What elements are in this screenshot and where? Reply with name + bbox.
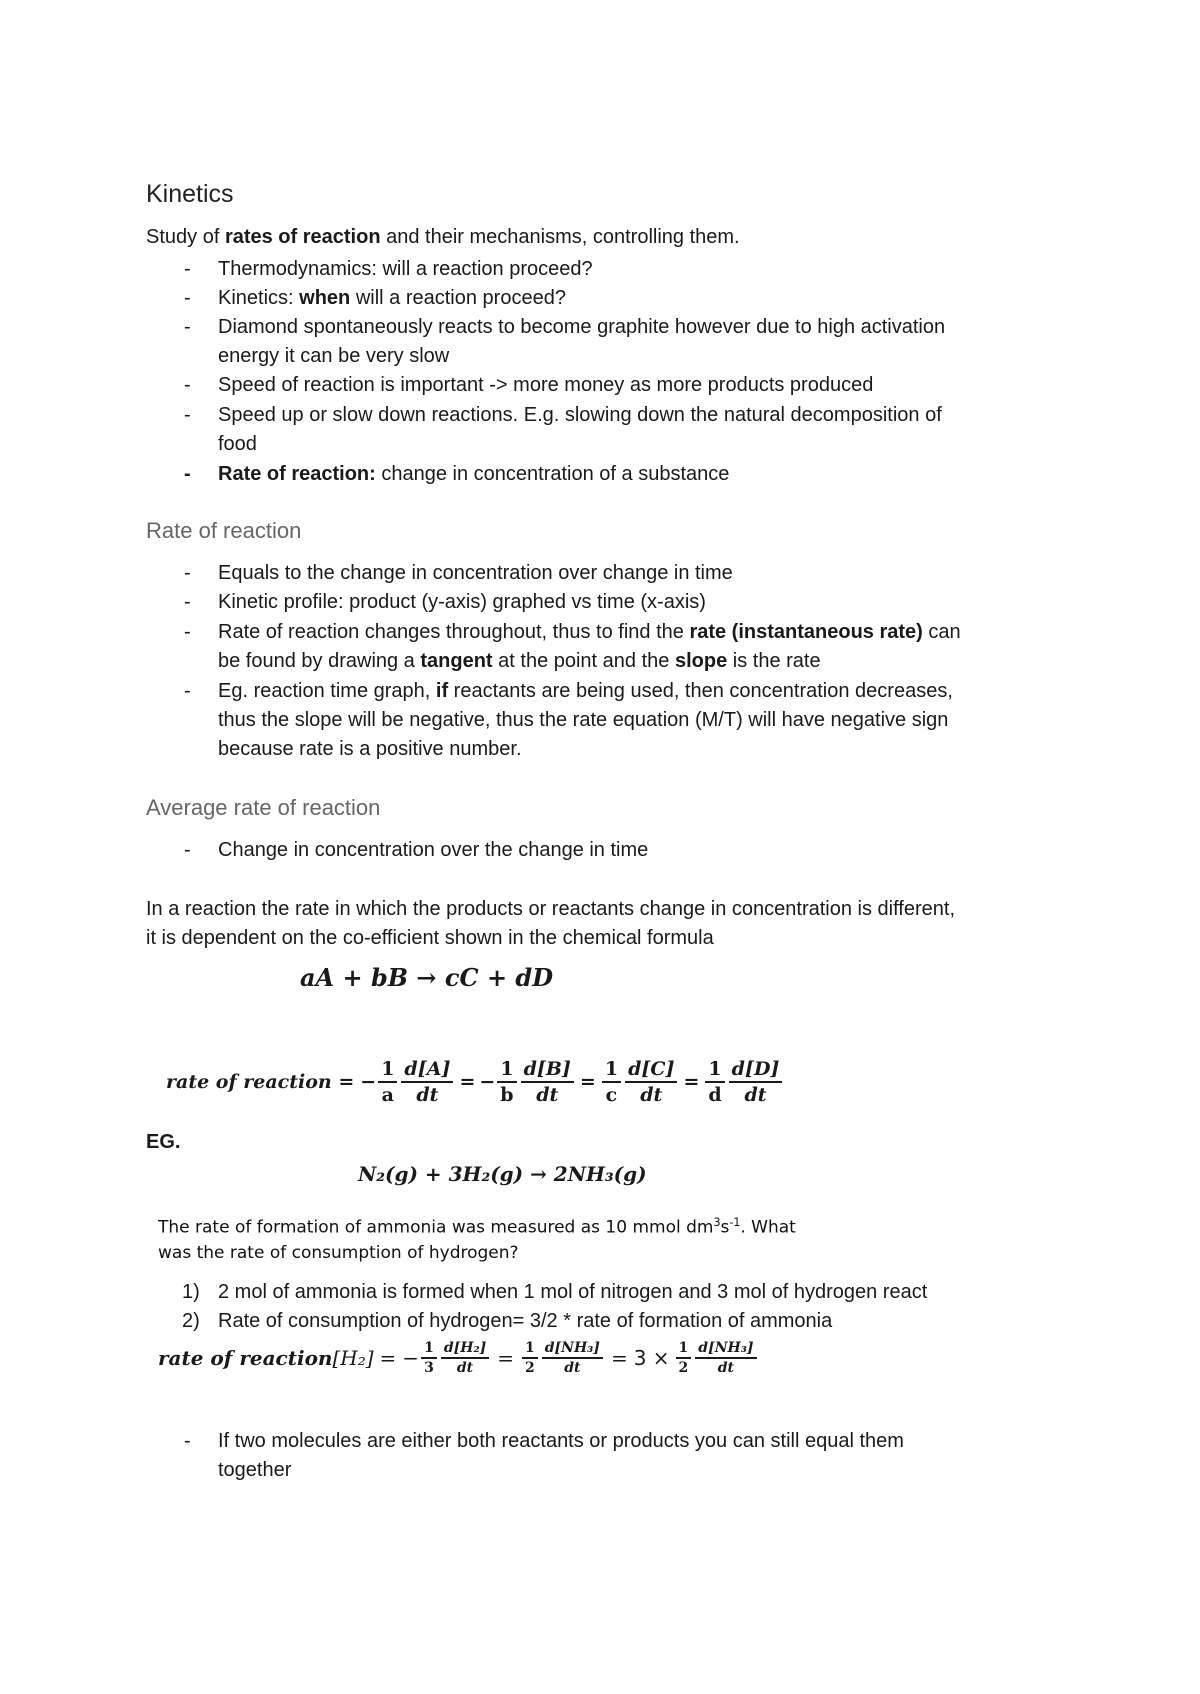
numerator: 1 <box>705 1058 724 1083</box>
list-dash: - <box>184 621 191 643</box>
fraction <box>522 1340 538 1376</box>
page-title: Kinetics <box>146 180 234 208</box>
equation-bracket: [H₂] <box>332 1346 374 1370</box>
list-item-line: because rate is a positive number. <box>218 738 522 760</box>
minus-sign: − <box>402 1346 420 1370</box>
numerator: d[A] <box>401 1058 453 1083</box>
text-span: is the rate <box>727 650 821 672</box>
numerator: d[NH₃] <box>695 1340 756 1359</box>
fraction <box>729 1058 783 1106</box>
step-number: 2) <box>182 1310 200 1332</box>
list-item <box>218 284 1058 313</box>
list-item-line: Speed up or slow down reactions. E.g. slowing down the natural decomposition of <box>218 404 942 426</box>
list-dash: - <box>184 316 191 338</box>
example-label: EG. <box>146 1131 181 1153</box>
list-item-pre: Kinetics: <box>218 287 300 309</box>
denominator: c <box>605 1084 618 1106</box>
bold-span: slope <box>674 650 728 672</box>
list-item-line <box>218 618 1058 647</box>
minus-sign: − <box>360 1071 377 1093</box>
list-item-line: together <box>218 1459 292 1481</box>
fraction <box>602 1058 621 1106</box>
list-dash: - <box>184 1430 191 1452</box>
fraction <box>705 1058 724 1106</box>
list-item-line: thus the slope will be negative, thus the rate equation (M/T) will have negative sign <box>218 709 949 731</box>
text-span: at the point and the <box>492 650 675 672</box>
equals-sign: = <box>683 1071 700 1093</box>
numerator: 1 <box>602 1058 621 1083</box>
intro-suffix: and their mechanisms, controlling them. <box>380 226 740 248</box>
list-dash: - <box>184 680 191 702</box>
numerator: 1 <box>378 1058 397 1083</box>
denominator: a <box>381 1084 394 1106</box>
denominator: 2 <box>524 1360 535 1376</box>
list-dash: - <box>184 562 191 584</box>
list-dash: - <box>184 258 191 280</box>
text-span: s <box>720 1217 730 1238</box>
question-line <box>158 1210 796 1241</box>
equals-sign: = <box>459 1071 476 1093</box>
rate-equation-label: rate of reaction = <box>166 1071 355 1093</box>
list-item <box>218 460 1058 489</box>
denominator: dt <box>536 1084 559 1106</box>
paragraph-line: it is dependent on the co-efficient shown in the chemical formula <box>146 927 714 949</box>
fraction <box>695 1340 756 1376</box>
list-dash: - <box>184 463 191 485</box>
equation-label: rate of reaction <box>158 1346 333 1370</box>
denominator: dt <box>717 1360 735 1376</box>
minus-sign: − <box>479 1071 496 1093</box>
fraction <box>497 1058 516 1106</box>
text-span: The rate of formation of ammonia was measured as 10 mmol dm <box>158 1217 714 1238</box>
list-item: Speed of reaction is important -> more money as more products produced <box>218 374 874 396</box>
list-dash: - <box>184 404 191 426</box>
fraction <box>676 1340 692 1376</box>
numerator: d[H₂] <box>441 1340 489 1359</box>
denominator: 3 <box>424 1360 434 1376</box>
paragraph-line: In a reaction the rate in which the products or reactants change in concentration is different, <box>146 898 955 920</box>
superscript: -1 <box>729 1216 741 1229</box>
list-item-line: energy it can be very slow <box>218 345 450 367</box>
text-span: can <box>922 621 961 643</box>
ammonia-equation: N₂(g) + 3H₂(g) → 2NH₃(g) <box>358 1162 647 1186</box>
bold-span: tangent <box>420 650 493 672</box>
denominator: dt <box>640 1084 663 1106</box>
list-item: Equals to the change in concentration over change in time <box>218 562 733 584</box>
text-span: . What <box>740 1217 796 1238</box>
fraction <box>441 1340 489 1376</box>
fraction <box>542 1340 603 1376</box>
equals-sign: = <box>579 1071 596 1093</box>
list-item-post: change in concentration of a substance <box>375 463 730 485</box>
bold-span: rate (instantaneous rate) <box>689 621 923 643</box>
text-span: reactants are being used, then concentration decreases, <box>448 680 953 702</box>
step-number: 1) <box>182 1281 200 1303</box>
fraction <box>401 1058 453 1106</box>
section-heading-rate: Rate of reaction <box>146 518 302 543</box>
numerator: 1 <box>676 1340 692 1359</box>
list-item <box>218 618 1058 676</box>
list-item <box>218 401 1058 459</box>
list-item <box>218 1427 1058 1485</box>
list-item <box>218 677 1058 764</box>
general-equation: aA + bB → cC + dD <box>300 963 554 992</box>
hydrogen-rate-equation <box>158 1340 759 1376</box>
list-item-line: Diamond spontaneously reacts to become graphite however due to high activation <box>218 316 946 338</box>
text-span: Eg. reaction time graph, <box>218 680 436 702</box>
denominator: d <box>708 1084 722 1106</box>
denominator: dt <box>416 1084 439 1106</box>
list-dash: - <box>184 287 191 309</box>
intro-bold: rates of reaction <box>224 226 381 248</box>
list-item: Change in concentration over the change in time <box>218 839 649 861</box>
intro-line <box>146 223 740 252</box>
denominator: dt <box>744 1084 767 1106</box>
text-span: be found by drawing a <box>218 650 421 672</box>
equals-sign: = <box>497 1346 514 1370</box>
list-item-bold: Rate of reaction: <box>218 463 376 485</box>
bold-span: if <box>435 680 449 702</box>
denominator: 2 <box>678 1360 689 1376</box>
list-dash: - <box>184 374 191 396</box>
fraction <box>378 1058 397 1106</box>
ammonia-question <box>158 1210 796 1266</box>
list-item-line <box>218 647 1058 676</box>
fraction <box>625 1058 677 1106</box>
list-item: Thermodynamics: will a reaction proceed? <box>218 258 593 280</box>
section-heading-average-rate: Average rate of reaction <box>146 795 381 820</box>
numerator: 1 <box>522 1340 538 1359</box>
denominator: dt <box>456 1360 474 1376</box>
list-item-post: will a reaction proceed? <box>350 287 566 309</box>
step-text: 2 mol of ammonia is formed when 1 mol of nitrogen and 3 mol of hydrogen react <box>218 1281 928 1303</box>
list-item-bold: when <box>299 287 351 309</box>
denominator: b <box>500 1084 514 1106</box>
fraction <box>421 1340 437 1376</box>
intro-prefix: Study of <box>146 226 225 248</box>
question-line: was the rate of consumption of hydrogen? <box>158 1242 519 1263</box>
equals-sign: = <box>379 1346 397 1370</box>
numerator: d[D] <box>729 1058 783 1083</box>
superscript: 3 <box>713 1216 721 1229</box>
text-span: Rate of reaction changes throughout, thus to find the <box>218 621 690 643</box>
step-text: Rate of consumption of hydrogen= 3/2 * rate of formation of ammonia <box>218 1310 833 1332</box>
numerator: 1 <box>497 1058 516 1083</box>
equals-sign: = <box>610 1346 628 1370</box>
list-item <box>218 313 1058 371</box>
numerator: d[B] <box>521 1058 574 1083</box>
rate-equation <box>166 1058 784 1106</box>
numerator: d[C] <box>625 1058 677 1083</box>
numerator: 1 <box>421 1340 437 1359</box>
list-dash: - <box>184 839 191 861</box>
paragraph-coefficient <box>146 895 955 953</box>
numerator: d[NH₃] <box>542 1340 603 1359</box>
denominator: dt <box>564 1360 581 1376</box>
list-dash: - <box>184 591 191 613</box>
list-item-line <box>218 677 1058 706</box>
list-item-line: food <box>218 433 257 455</box>
list-item-line: If two molecules are either both reactants or products you can still equal them <box>218 1430 904 1452</box>
list-item: Kinetic profile: product (y-axis) graphed vs time (x-axis) <box>218 591 706 613</box>
times-coefficient: 3 × <box>633 1346 670 1370</box>
fraction <box>521 1058 574 1106</box>
